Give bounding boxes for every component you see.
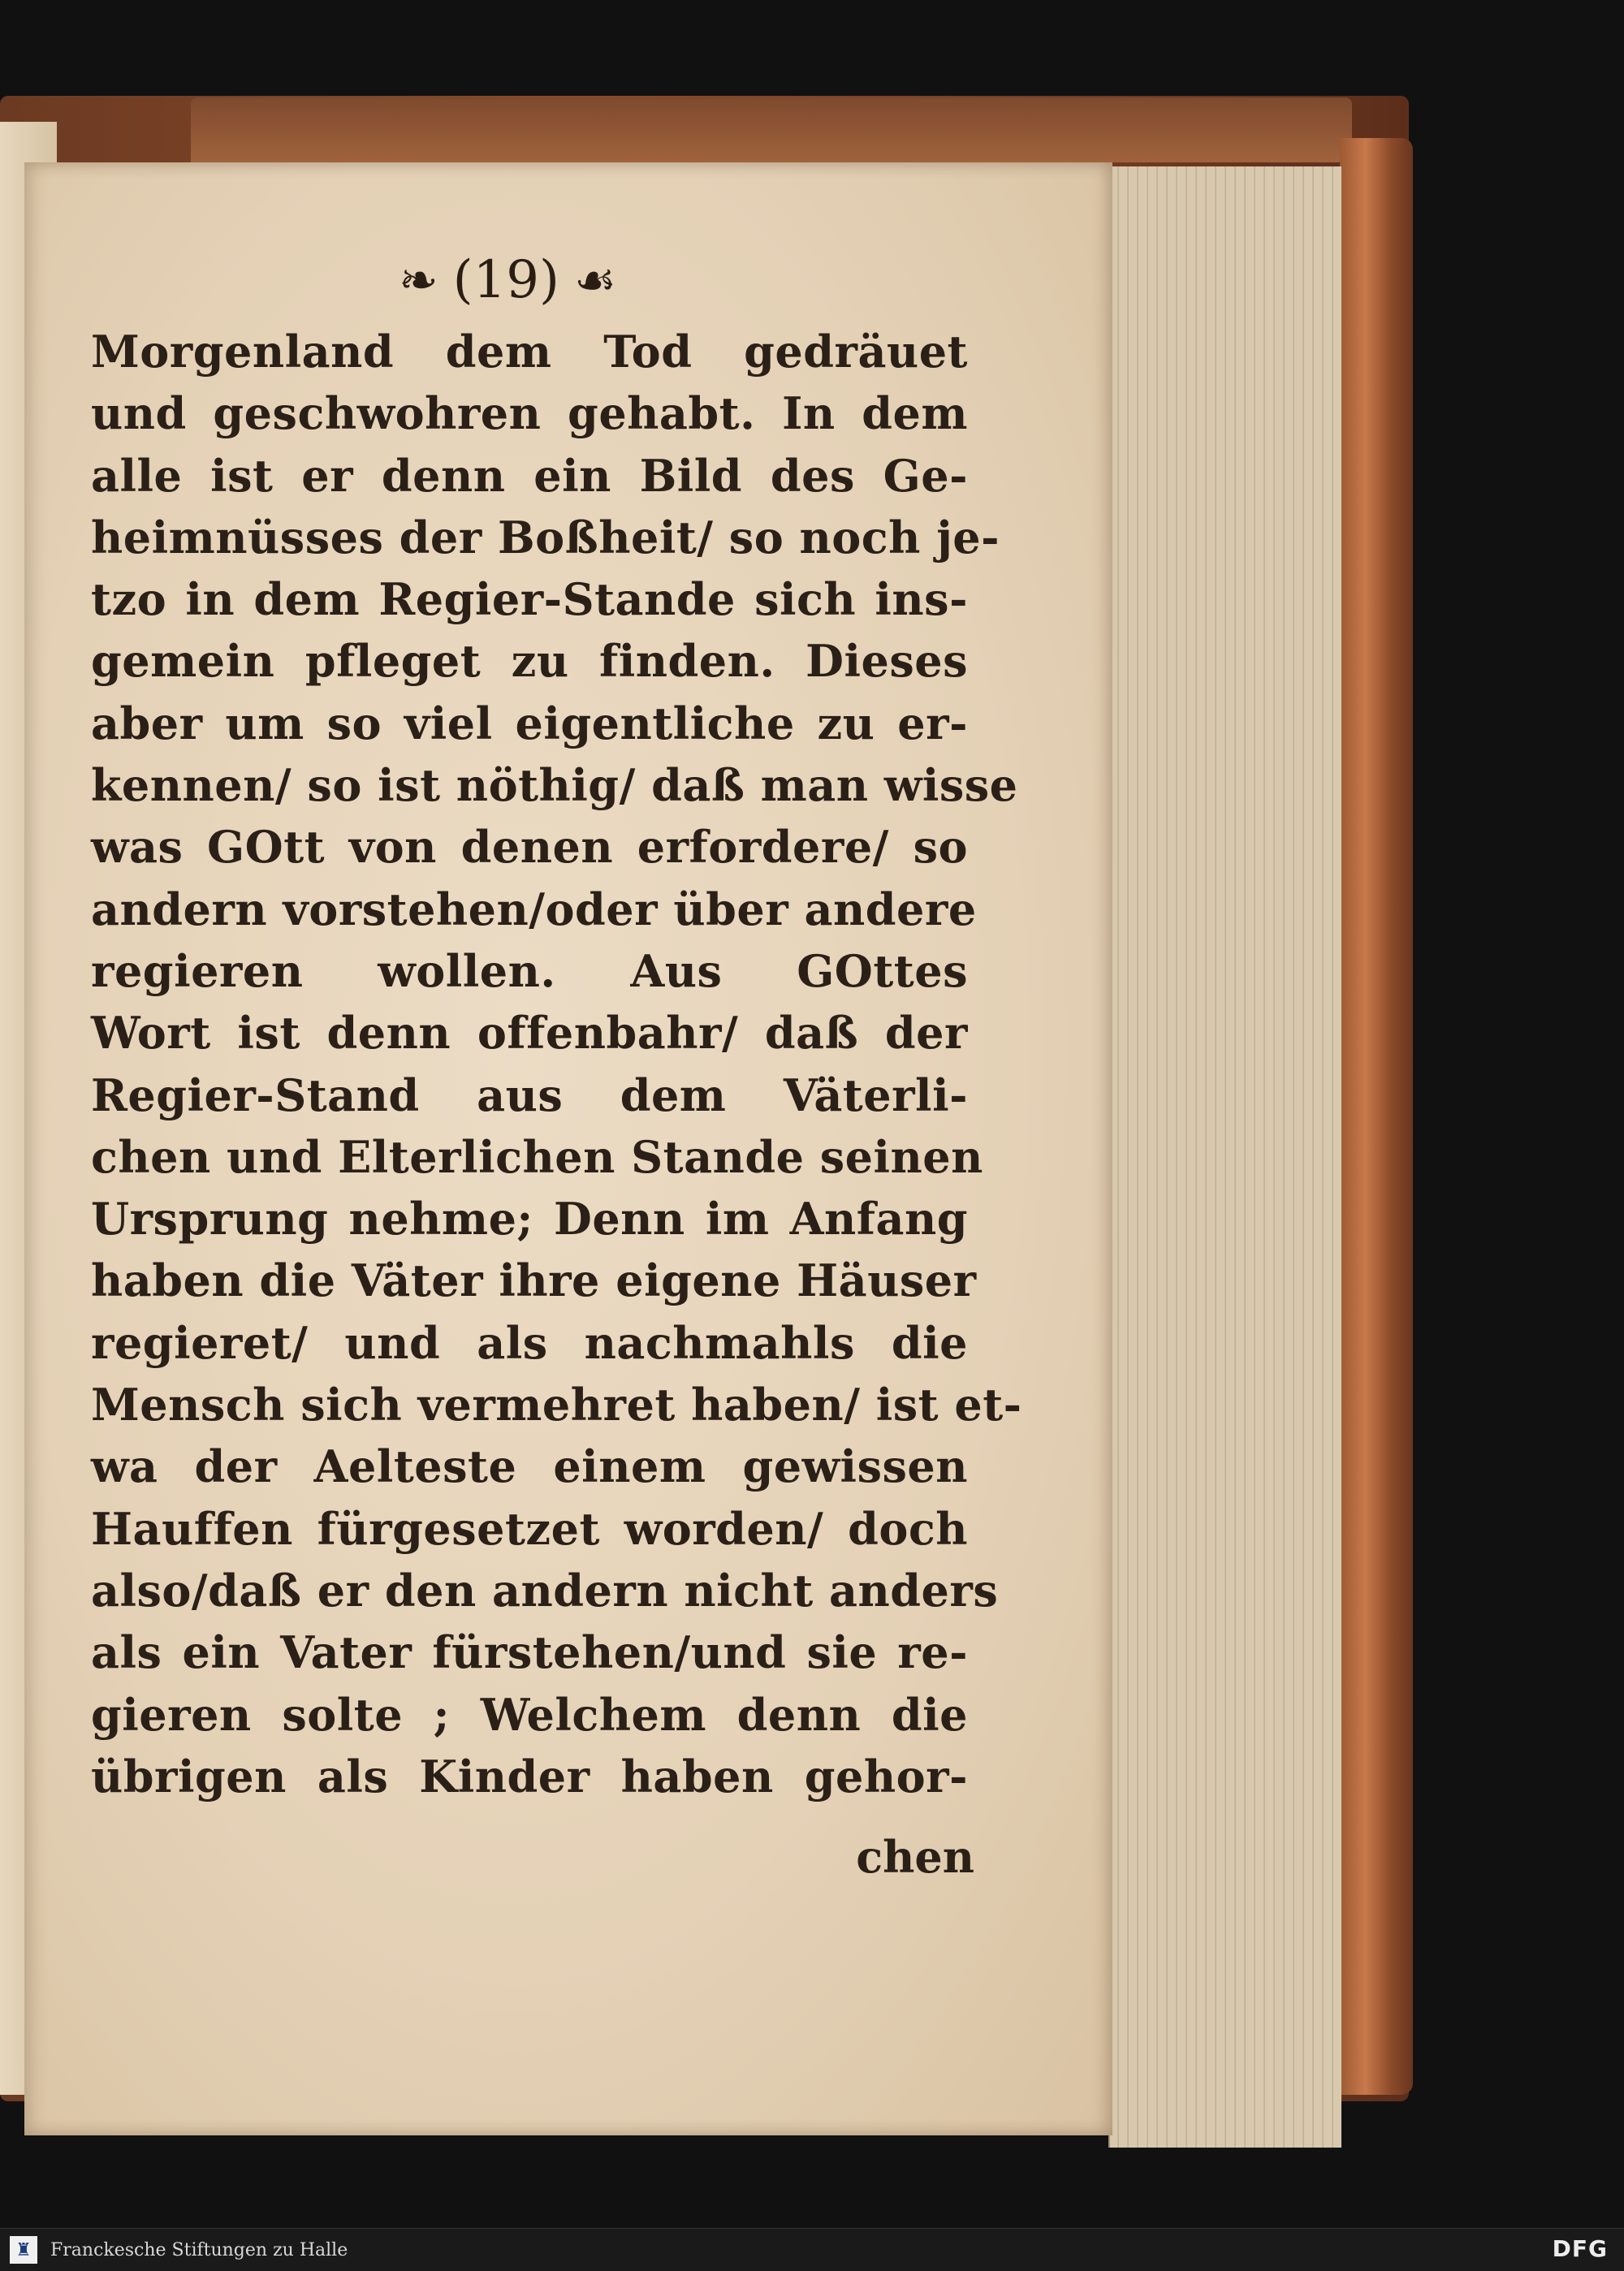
institution-name[interactable]: Franckesche Stiftungen zu Halle (50, 2239, 348, 2260)
text-line: gemein pfleget zu finden. Dieses (91, 635, 968, 688)
text-line: wa der Aelteste einem gewissen (91, 1440, 968, 1493)
text-line: gieren solte ; Welchem denn die (91, 1688, 968, 1741)
text-line: also/daß er den andern nicht anders (91, 1564, 999, 1617)
page-header (325, 248, 690, 313)
text-line: regieren wollen. Aus GOttes (91, 944, 968, 997)
ornament-left-icon: ❧ (399, 253, 438, 308)
text-line: Mensch sich vermehret haben/ ist et- (91, 1379, 1022, 1431)
text-line: und geschwohren gehabt. In dem (91, 387, 968, 440)
institution-logo-icon[interactable]: ♜ (10, 2236, 37, 2264)
page-stack (1108, 166, 1341, 2148)
footer-bar (0, 2228, 1624, 2271)
text-line: Morgenland dem Tod gedräuet (91, 326, 968, 378)
text-line: andern vorstehen/oder über andere (91, 883, 977, 935)
text-line: übrigen als Kinder haben gehor- (91, 1750, 968, 1803)
text-line: alle ist er denn ein Bild des Ge- (91, 449, 968, 502)
text-line: tzo in dem Regier-Stande sich ins- (91, 573, 968, 626)
ornament-right-icon: ☙ (573, 253, 616, 308)
text-block (91, 321, 1022, 1807)
catchword: chen (856, 1831, 974, 1883)
text-line: aber um so viel eigentliche zu er- (91, 697, 968, 749)
book-cover-top (191, 97, 1352, 162)
text-line: haben die Väter ihre eigene Häuser (91, 1254, 977, 1307)
text-line: was GOtt von denen erfordere/ so (91, 821, 968, 874)
text-line: kennen/ so ist nöthig/ daß man wisse (91, 759, 1018, 812)
page-number: (19) (452, 250, 559, 310)
text-line: als ein Vater fürstehen/und sie re- (91, 1626, 968, 1679)
text-line: Ursprung nehme; Denn im Anfang (91, 1193, 968, 1246)
text-line: Regier-Stand aus dem Väterli- (91, 1069, 968, 1121)
text-line: Wort ist denn offenbahr/ daß der (91, 1007, 968, 1060)
text-line: chen und Elterlichen Stande seinen (91, 1130, 983, 1183)
dfg-logo[interactable]: DFG (1552, 2235, 1608, 2262)
text-line: regieret/ und als nachmahls die (91, 1316, 968, 1369)
text-line: Hauffen fürgesetzet worden/ doch (91, 1502, 968, 1555)
text-line: heimnüsses der Boßheit/ so noch je- (91, 511, 1000, 563)
leather-edge (1340, 138, 1413, 2095)
